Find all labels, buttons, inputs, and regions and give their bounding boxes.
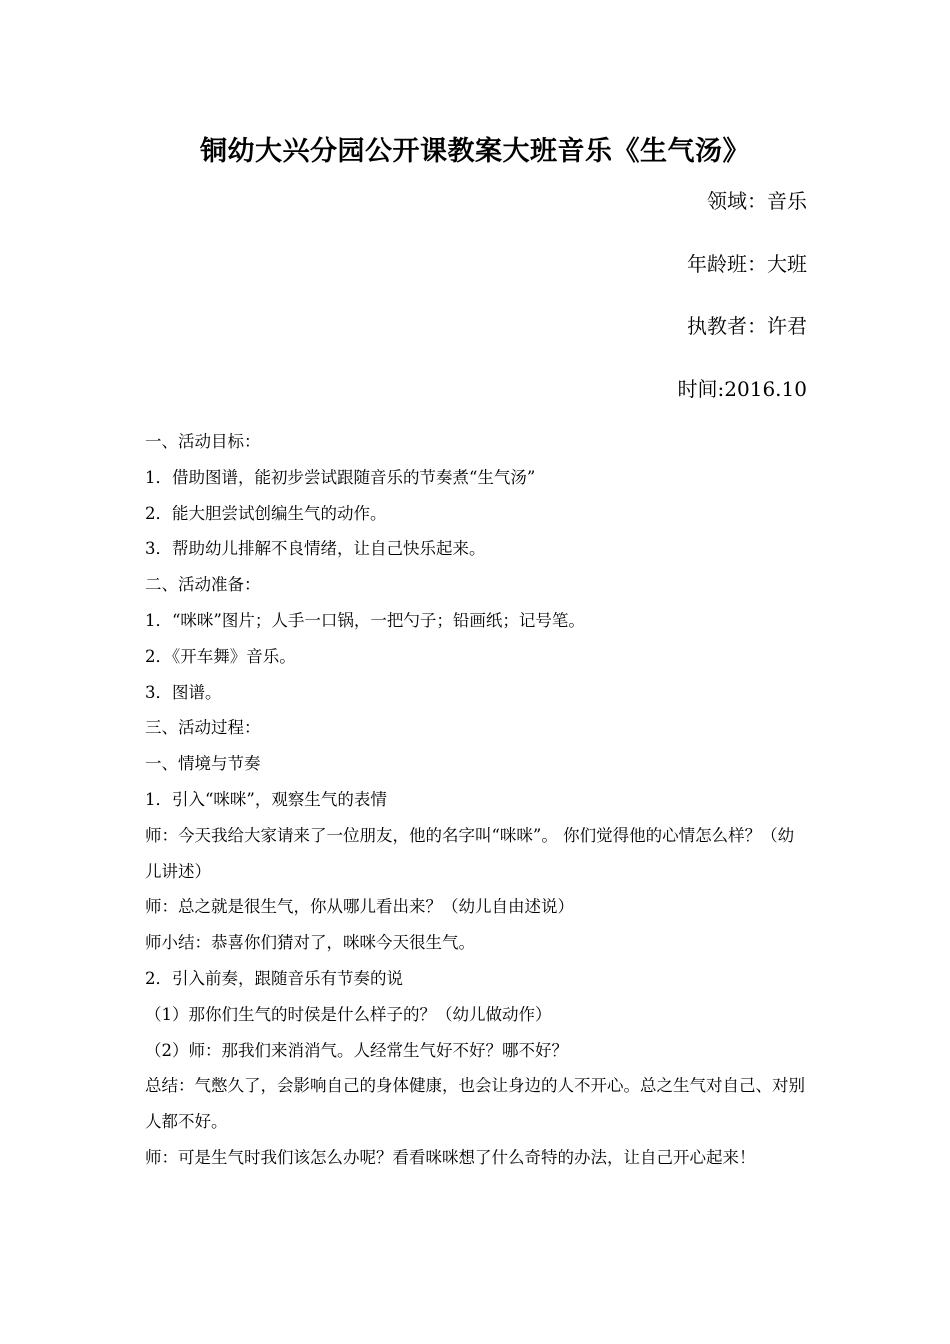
paragraph-text: 师：今天我给大家请来了一位朋友，他的名字叫“咪咪”。 你们觉得他的心情怎么样？（幼儿讲述）: [145, 825, 795, 881]
goal-item-2: 2．能大胆尝试创编生气的动作。: [145, 503, 387, 523]
goal-item-1: 1．借助图谱，能初步尝试跟随音乐的节奏煮“生气汤”: [145, 467, 536, 487]
paragraph-text: 师：可是生气时我们该怎么办呢？看看咪咪想了什么奇特的办法，让自己开心起来！: [145, 1147, 756, 1167]
process-step-2: 2．引入前奏，跟随音乐有节奏的说: [145, 968, 403, 988]
document-body: [145, 424, 810, 1176]
paragraph-text: 总结：气憋久了，会影响自己的身体健康，也会让身边的人不开心。总之生气对自己、对别人都不好。: [145, 1076, 805, 1132]
meta-domain: 领域：音乐: [707, 189, 807, 213]
subsection-heading: 一、情境与节奏: [145, 754, 261, 774]
meta-time: 时间:2016.10: [677, 377, 807, 401]
preparation-item-3: 3．图谱。: [145, 682, 222, 702]
meta-class: 年龄班：大班: [687, 252, 807, 276]
process-step-1: 1．引入“咪咪”，观察生气的表情: [145, 789, 387, 809]
paragraph-text: （1）那你们生气的时侯是什么样子的？（幼儿做动作）: [145, 1004, 552, 1024]
paragraph-text: （2）师：那我们来消消气。人经常生气好不好？哪不好？: [145, 1040, 568, 1060]
document-title: 铜幼大兴分园公开课教案大班音乐《生气汤》: [200, 136, 750, 167]
meta-teacher: 执教者：许君: [687, 314, 807, 338]
preparation-item-2: 2．《开车舞》音乐。: [145, 646, 296, 666]
section-heading-goals: 一、活动目标：: [145, 432, 261, 451]
paragraph-text: 师小结：恭喜你们猜对了，咪咪今天很生气。: [145, 933, 475, 953]
preparation-item-1: 1．“咪咪”图片；人手一口锅，一把勺子；铅画纸；记号笔。: [145, 610, 585, 630]
goal-item-3: 3．帮助幼儿排解不良情绪，让自己快乐起来。: [145, 539, 486, 559]
section-heading-preparation: 二、活动准备：: [145, 575, 261, 595]
section-heading-process: 三、活动过程：: [145, 718, 261, 738]
paragraph-text: 师：总之就是很生气，你从哪儿看出来？（幼儿自由述说）: [145, 897, 574, 917]
